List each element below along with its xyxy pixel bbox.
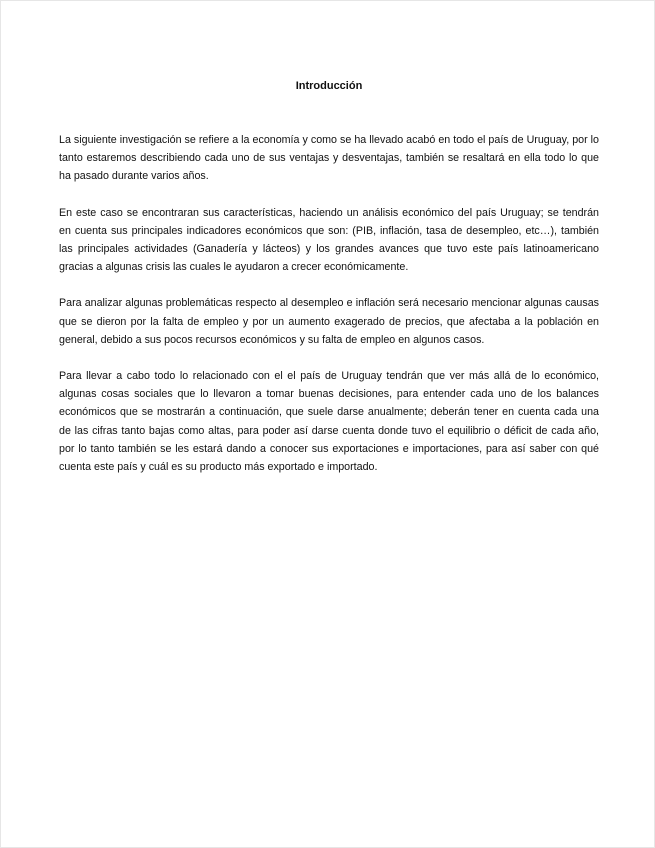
document-body [59,77,599,494]
paragraph-3: Para analizar algunas problemáticas respecto al desempleo e inflación será necesario mencionar algunas causas que se dieron por la falta de empleo y por un aumento exagerado de precios, que afectaba a la población en general, debido a sus pocos recursos económicos y su falta de empleo en algunos casos. [59,297,599,346]
paragraph-2: En este caso se encontraran sus características, haciendo un análisis económico del país Uruguay; se tendrán en cuenta sus principales indicadores económicos que son: (PIB, inflación, tasa de desempleo, etc…), también las principales actividades (Ganadería y lácteos) y los grandes avances que tuvo este país latinoamericano gracias a algunas crisis las cuales le ayudaron a crecer económicamente. [59,206,599,274]
document-title: Introducción [295,80,363,92]
paragraph-1: La siguiente investigación se refiere a la economía y como se ha llevado acabó en todo el país de Uruguay, por lo tanto estaremos describiendo cada uno de sus ventajas y desventajas, también se resaltará en ella todo lo que ha pasado durante varios años. [59,134,599,183]
paragraph-4: Para llevar a cabo todo lo relacionado con el el país de Uruguay tendrán que ver más allá de lo económico, algunas cosas sociales que lo llevaron a tomar buenas decisiones, para entender cada uno de los balances económicos que se mostrarán a continuación, que suele darse anualmente; deberán tener en cuenta cada una de las cifras tanto bajas como altas, para poder así darse cuenta donde tuvo el equilibrio o déficit de cada año, por lo tanto también se les estará dando a conocer sus exportaciones e importaciones, para así saber con qué cuenta este país y cuál es su producto más exportado e importado. [59,370,599,474]
